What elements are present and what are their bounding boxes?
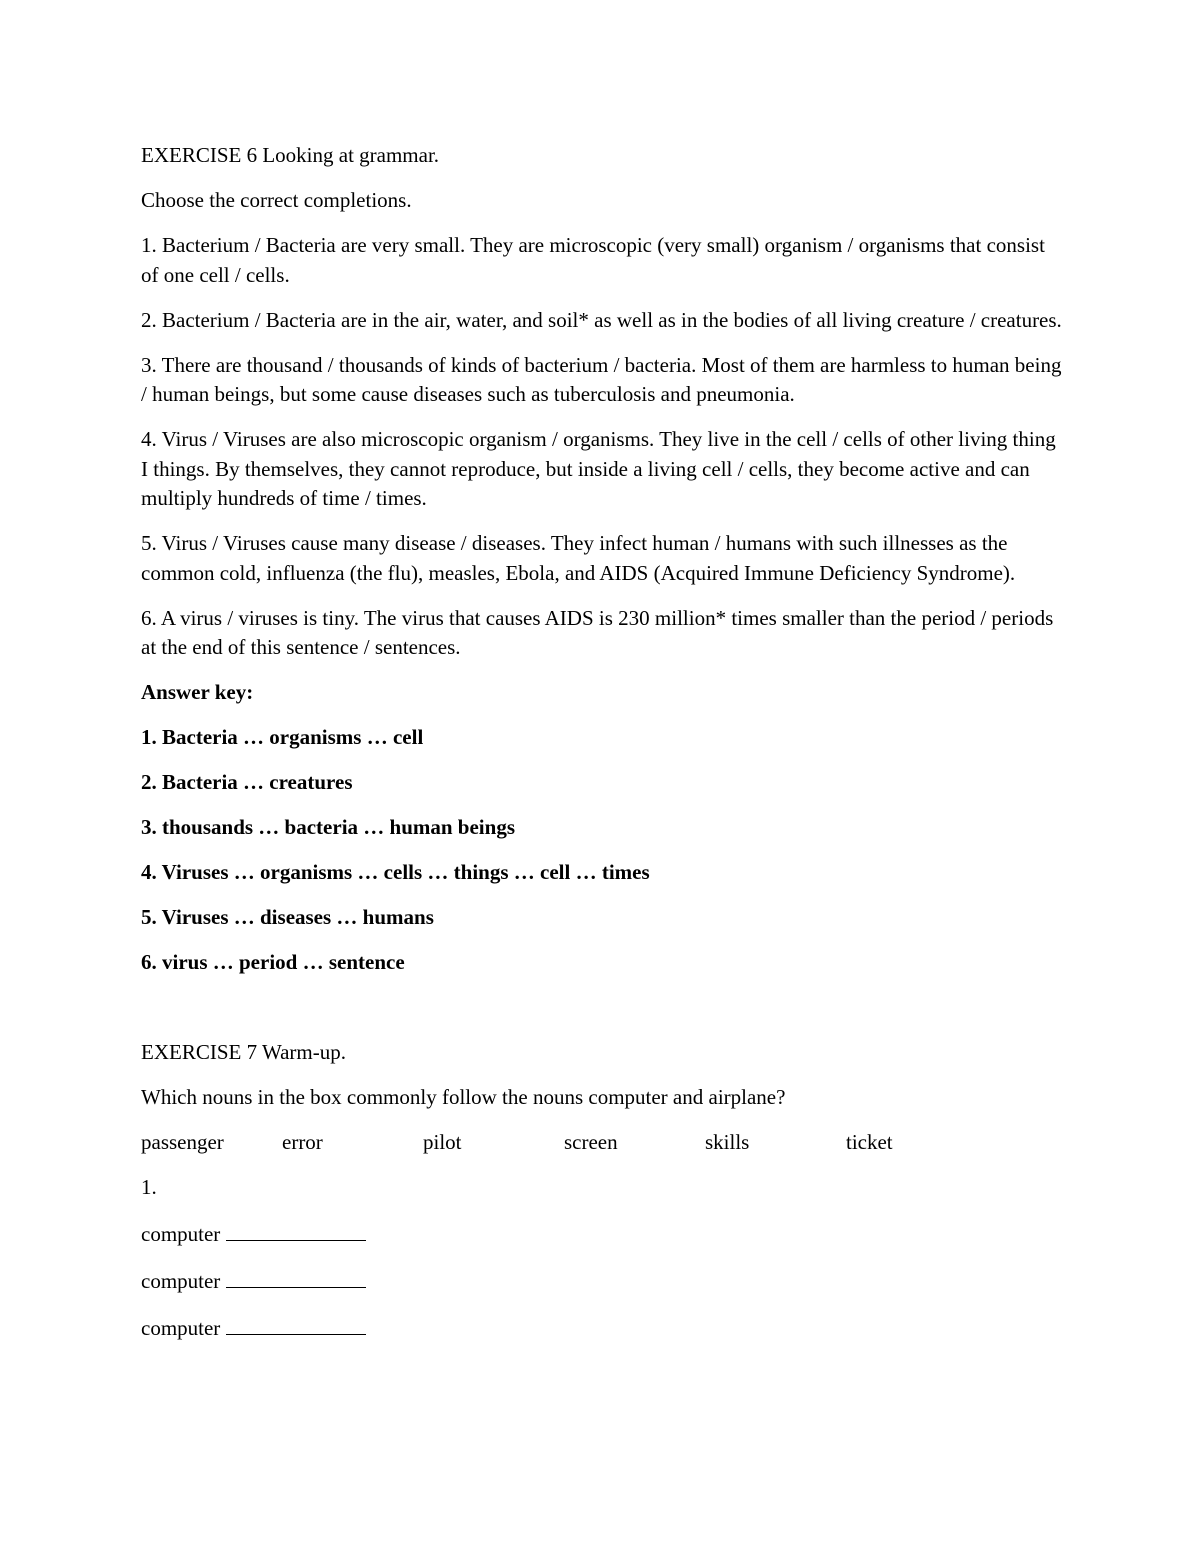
exercise7-title: EXERCISE 7 Warm-up. [141,1040,346,1064]
exercise6-title: EXERCISE 6 Looking at grammar. [141,143,440,167]
exercise6-item-6: 6. A virus / viruses is tiny. The virus that causes AIDS is 230 million* times smaller than the period / periods at the end of this sentence / sentences. [141,605,1054,659]
blank-label: computer [141,1269,221,1293]
exercise7-instruction: Which nouns in the box commonly follow the nouns computer and airplane? [141,1085,786,1109]
word-box [141,1128,1066,1158]
answer-1: 1. Bacteria … organisms … cell [141,725,424,749]
blank-label: computer [141,1316,221,1340]
blank-row-1 [141,1218,1066,1250]
exercise6-item-3: 3. There are thousand / thousands of kinds of bacterium / bacteria. Most of them are harmless to human being / human beings, but some cause diseases such as tuberculosis and pneumonia. [141,352,1062,406]
answer-4: 4. Viruses … organisms … cells … things … cell … times [141,860,650,884]
word-passenger: passenger [141,1130,224,1154]
answer-key-heading: Answer key: [141,680,254,704]
answer-blank-2[interactable] [226,1265,366,1288]
blank-label: computer [141,1222,221,1246]
section-spacer [141,993,1066,1038]
word-screen: screen [564,1130,618,1154]
word-pilot: pilot [423,1130,462,1154]
exercise6-instruction: Choose the correct completions. [141,188,412,212]
exercise6-item-4: 4. Virus / Viruses are also microscopic organism / organisms. They live in the cell / cells of other living thing I things. By themselves, they cannot reproduce, but inside a living cell / cells, they become active and can multiply hundreds of time / times. [141,427,1056,510]
exercise6-item-1: 1. Bacterium / Bacteria are very small. They are microscopic (very small) organism / organisms that consist of one cell / cells. [141,233,1045,287]
word-ticket: ticket [846,1130,893,1154]
blank-row-3 [141,1312,1066,1344]
word-skills: skills [705,1130,750,1154]
document-page [141,141,1066,1359]
blank-row-2 [141,1265,1066,1297]
word-error: error [282,1130,323,1154]
answer-2: 2. Bacteria … creatures [141,770,353,794]
exercise6-item-2: 2. Bacterium / Bacteria are in the air, water, and soil* as well as in the bodies of all living creature / creatures. [141,307,1062,332]
answer-5: 5. Viruses … diseases … humans [141,905,434,929]
answer-blank-3[interactable] [226,1312,366,1335]
answer-6: 6. virus … period … sentence [141,950,405,974]
exercise6-item-5: 5. Virus / Viruses cause many disease / diseases. They infect human / humans with such illnesses as the common cold, influenza (the flu), measles, Ebola, and AIDS (Acquired Immune Deficiency Syndrome). [141,531,1016,585]
exercise7-number: 1. [141,1175,157,1199]
answer-3: 3. thousands … bacteria … human beings [141,815,515,839]
answer-blank-1[interactable] [226,1218,366,1241]
